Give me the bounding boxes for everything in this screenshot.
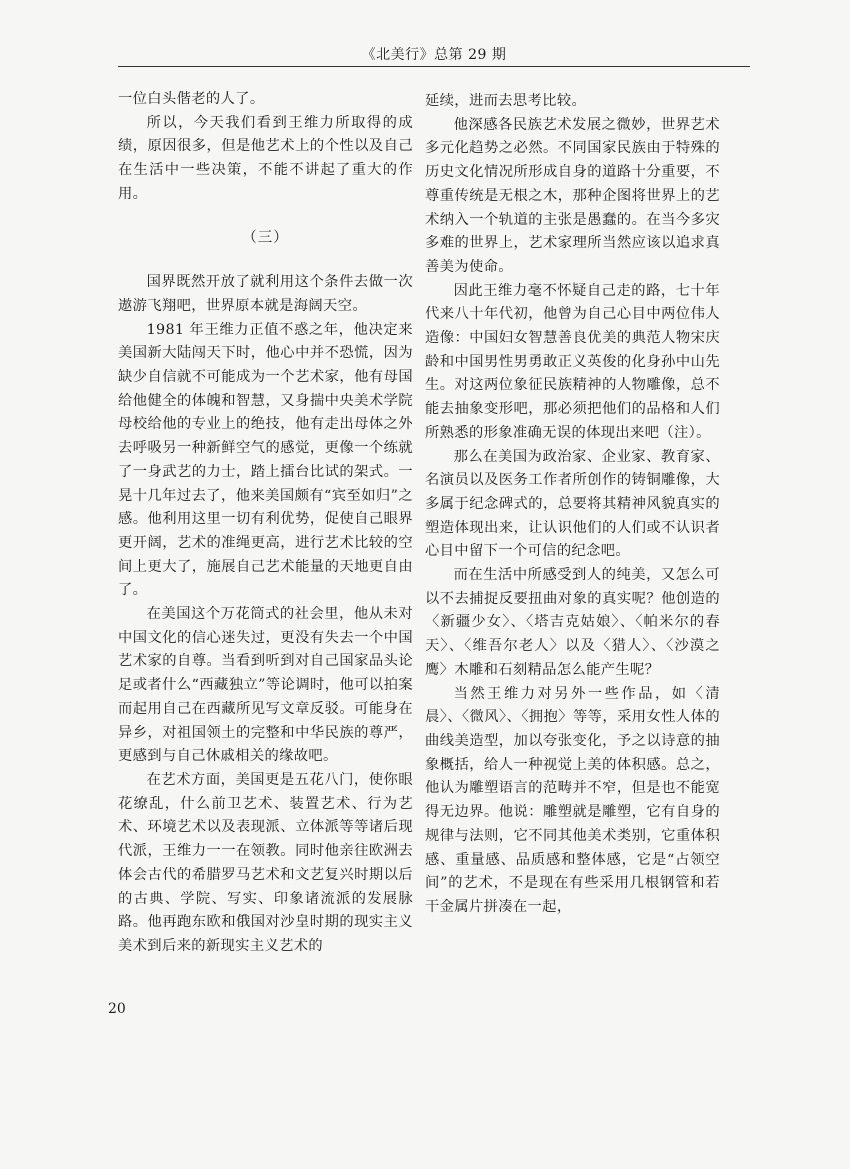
paragraph: 他深感各民族艺术发展之微妙，世界艺术多元化趋势之必然。不同国家民族由于特殊的历史文化情况所形成自身的道路十分重要，不尊重传统是无根之木，那种企图将世界上的艺术纳入一个轨道的主张是愚蠢的。在当今多灾多难的世界上，艺术家理所当然应该以追求真善美为使命。 [425,116,720,275]
right-column [425,90,720,920]
paragraph: 那么在美国为政治家、企业家、教育家、名演员以及医务工作者所创作的铸铜雕像，大多属于纪念碑式的，总要将其精神风貌真实的塑造体现出来，让认识他们的人们或不认识者心目中留下一个可信的纪念吧。 [425,448,720,560]
header-rule [118,66,750,67]
paragraph: 一位白头偕老的人了。 [118,91,265,107]
paragraph: 在艺术方面，美国更是五花八门，使你眼花缭乱，什么前卫艺术、装置艺术、行为艺术、环境艺术以及表现派、立体派等等诸后现代派，王维力一一在领教。同时他亲往欧洲去体会古代的希腊罗马艺术和文艺复兴时期以后的古典、学院、写实、印象诸流派的发展脉路。他再跑东欧和俄国对沙皇时期的现实主义美术到后来的新现实主义艺术的 [118,771,413,954]
paragraph: 1981 年王维力正值不惑之年，他决定来美国新大陆闯天下时，他心中并不恐慌，因为缺少自信就不可能成为一个艺术家，他有母国给他健全的体魄和智慧，又身揣中央美术学院母校给他的专业上的绝技，他有走出母体之外去呼吸另一种新鲜空气的感觉，更像一个练就了一身武艺的力士，踏上擂台比试的架式。一晃十几年过去了，他来美国颇有“宾至如归”之感。他利用这里一切有利优势，促使自己眼界更开阔，艺术的准绳更高，进行艺术比较的空间上更大了，施展自己艺术能量的天地更自由了。 [118,321,413,599]
running-header: 《北美行》总第 29 期 [361,47,507,63]
paragraph: 所以，今天我们看到王维力所取得的成绩，原因很多，但是他艺术上的个性以及自己在生活中一些决策，不能不讲起了重大的作用。 [118,114,413,202]
paragraph: 而在生活中所感受到人的纯美，又怎么可以不去捕捉反要扭曲对象的真实呢？他创造的〈新疆少女〉、〈塔吉克姑娘〉、〈帕米尔的春天〉、〈维吾尔老人〉以及〈猎人〉、〈沙漠之鹰〉木雕和石刻精品怎么能产生呢？ [425,567,720,678]
paragraph: 国界既然开放了就利用这个条件去做一次遨游飞翔吧，世界原本就是海阔天空。 [118,274,413,314]
paragraph: 在美国这个万花筒式的社会里，他从未对中国文化的信心迷失过，更没有失去一个中国艺术家的自尊。当看到听到对自己国家品头论足或者什么“西藏独立”等论调时，他可以拍案而起用自己在西藏所见写文章反驳。可能身在异乡，对祖国领土的完整和中华民族的尊严，更感到与自己休戚相关的缘故吧。 [118,606,413,765]
left-column [118,88,413,959]
paragraph: 因此王维力毫不怀疑自己走的路，七十年代来八十年代初，他曾为自己心目中两位伟人造像：中国妇女智慧善良优美的典范人物宋庆龄和中国男性男勇敢正义英俊的化身孙中山先生。对这两位象征民族精神的人物雕像，总不能去抽象变形吧，那必须把他们的品格和人们所熟悉的形象准确无误的体现出来吧（注）。 [425,282,720,441]
paragraph: 当然王维力对另外一些作品，如〈清晨〉、〈微风〉、〈拥抱〉等等，采用女性人体的曲线美造型，加以夸张变化，予之以诗意的抽象概括，给人一种视觉上美的体积感。总之，他认为雕塑语言的范畴并不窄，但是也不能宽得无边界。他说：雕塑就是雕塑，它有自身的规律与法则，它不同其他美术类别，它重体积感、重量感、品质感和整体感，它是“占领空间”的艺术，不是现在有些采用几根钢管和若干金属片拼凑在一起， [425,685,720,915]
paragraph: 延续，进而去思考比较。 [425,93,587,109]
page-number: 20 [108,1001,126,1017]
section-heading: （三） [242,229,289,246]
